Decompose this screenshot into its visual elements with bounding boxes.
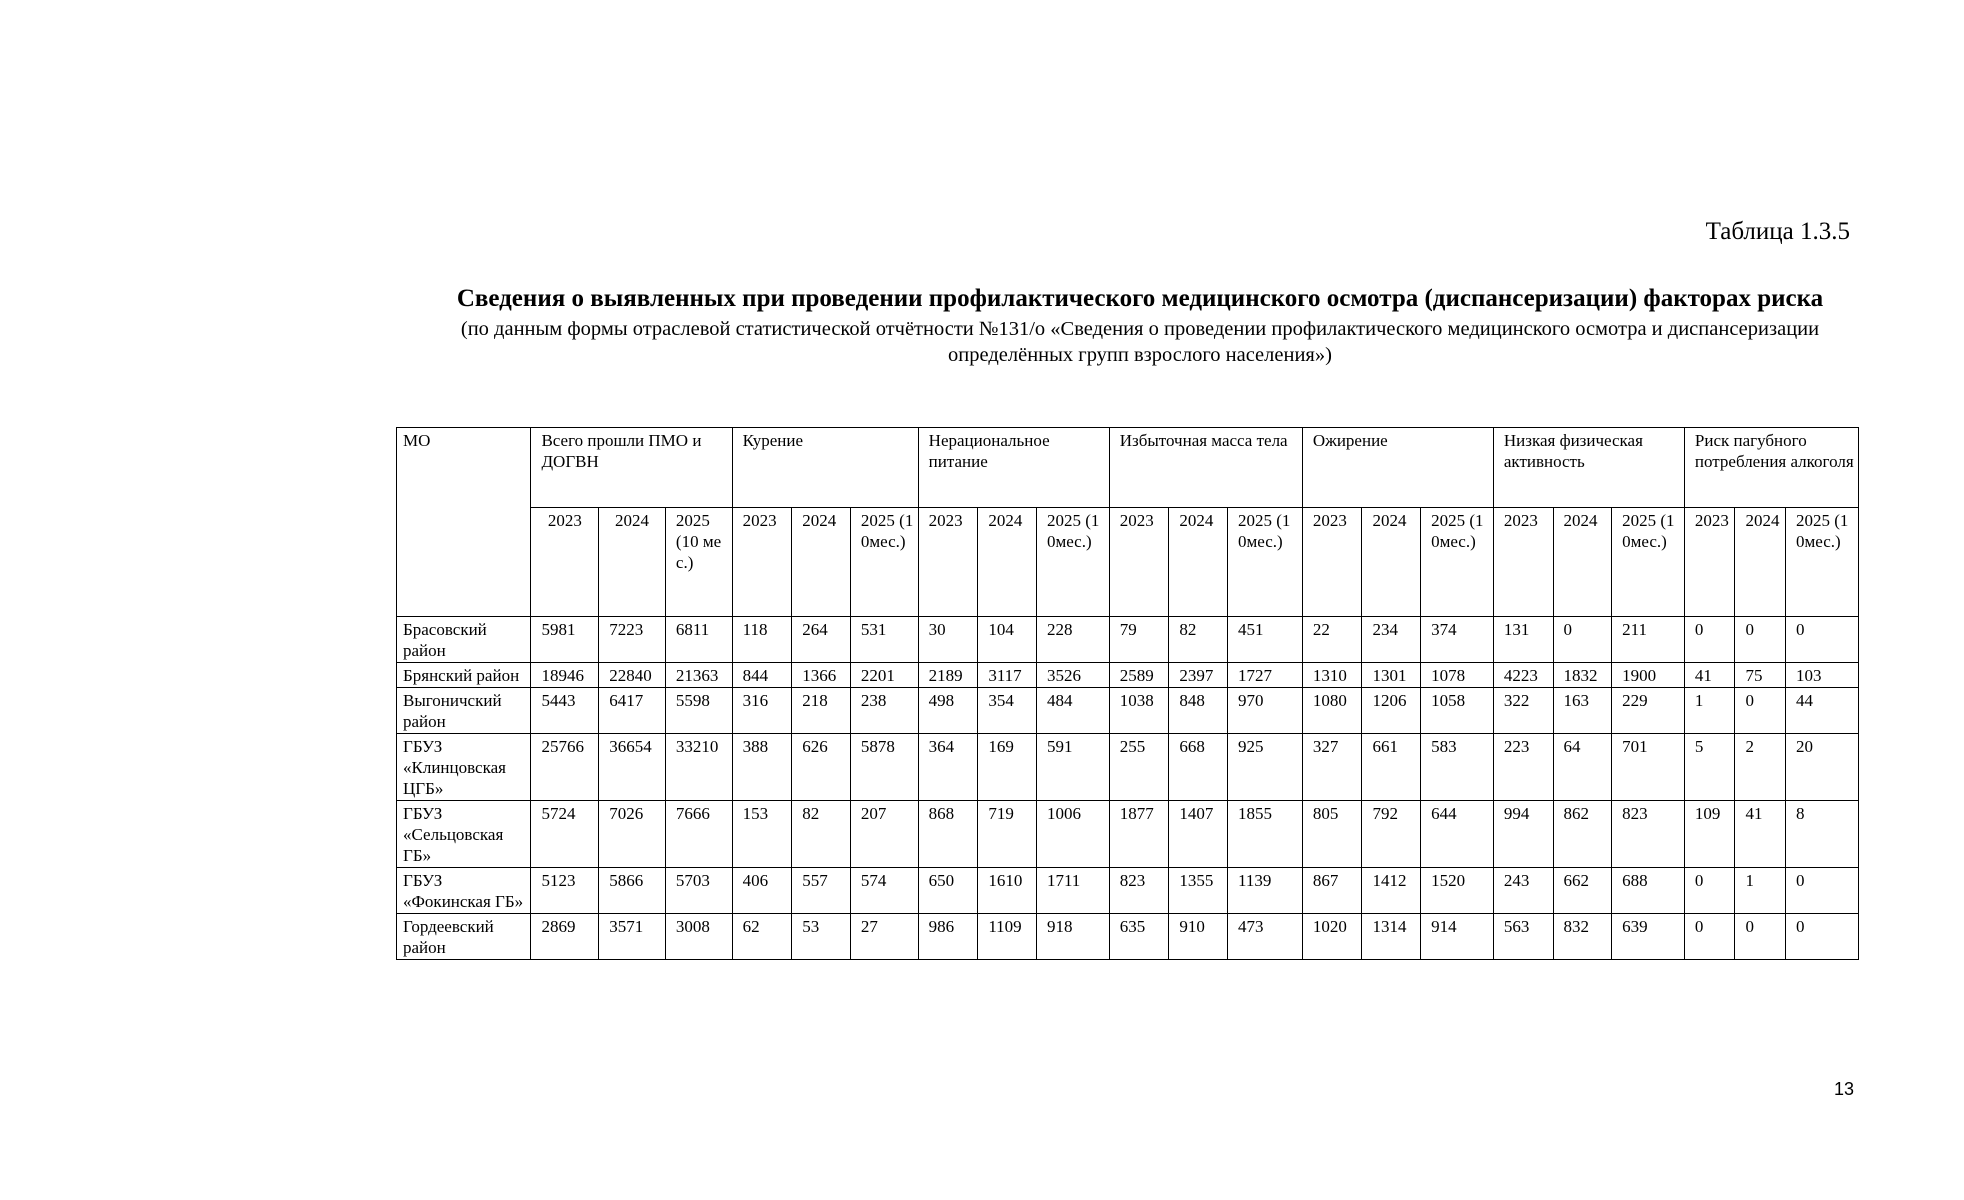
value-cell: 211 [1612,617,1685,663]
value-cell: 53 [792,914,851,960]
value-cell: 118 [732,617,792,663]
table-title: Сведения о выявленных при проведении профилактического медицинского осмотра (диспансеризации) факторах риска [456,285,1824,312]
value-cell: 62 [732,914,792,960]
value-cell: 1038 [1109,688,1169,734]
value-cell: 986 [918,914,978,960]
value-cell: 103 [1786,663,1859,688]
table-number: Таблица 1.3.5 [1705,218,1850,245]
value-cell: 21363 [665,663,732,688]
value-cell: 661 [1362,734,1421,801]
value-cell: 0 [1684,617,1735,663]
value-cell: 41 [1684,663,1735,688]
value-cell: 7223 [599,617,666,663]
value-cell: 223 [1493,734,1553,801]
value-cell: 844 [732,663,792,688]
group-header: Курение [732,428,918,508]
value-cell: 5724 [531,801,599,868]
value-cell: 563 [1493,914,1553,960]
value-cell: 7026 [599,801,666,868]
value-cell: 3526 [1036,663,1109,688]
value-cell: 3008 [665,914,732,960]
value-cell: 327 [1302,734,1362,801]
value-cell: 6811 [665,617,732,663]
value-cell: 832 [1553,914,1612,960]
value-cell: 1877 [1109,801,1169,868]
value-cell: 316 [732,688,792,734]
value-cell: 1006 [1036,801,1109,868]
value-cell: 3117 [978,663,1037,688]
value-cell: 5866 [599,868,666,914]
value-cell: 109 [1684,801,1735,868]
value-cell: 75 [1735,663,1786,688]
value-cell: 1080 [1302,688,1362,734]
mo-name: Брянский район [397,663,531,688]
value-cell: 374 [1421,617,1494,663]
value-cell: 5 [1684,734,1735,801]
value-cell: 0 [1786,914,1859,960]
value-cell: 639 [1612,914,1685,960]
value-cell: 0 [1735,617,1786,663]
value-cell: 82 [792,801,851,868]
value-cell: 2201 [850,663,918,688]
value-cell: 867 [1302,868,1362,914]
value-cell: 3571 [599,914,666,960]
value-cell: 1301 [1362,663,1421,688]
value-cell: 79 [1109,617,1169,663]
value-cell: 557 [792,868,851,914]
value-cell: 1407 [1169,801,1228,868]
value-cell: 153 [732,801,792,868]
value-cell: 264 [792,617,851,663]
value-cell: 255 [1109,734,1169,801]
value-cell: 2 [1735,734,1786,801]
value-cell: 5443 [531,688,599,734]
value-cell: 0 [1735,688,1786,734]
value-cell: 0 [1684,914,1735,960]
value-cell: 574 [850,868,918,914]
value-cell: 22 [1302,617,1362,663]
value-cell: 1314 [1362,914,1421,960]
value-cell: 18946 [531,663,599,688]
page-number: 13 [1833,1079,1854,1099]
value-cell: 5598 [665,688,732,734]
value-cell: 0 [1786,868,1859,914]
value-cell: 322 [1493,688,1553,734]
year-header: 2025 (10мес.) [1786,508,1859,617]
value-cell: 27 [850,914,918,960]
year-header: 2024 [1553,508,1612,617]
value-cell: 626 [792,734,851,801]
table-row [397,914,1859,960]
value-cell: 5123 [531,868,599,914]
value-cell: 169 [978,734,1037,801]
value-cell: 82 [1169,617,1228,663]
table-row [397,868,1859,914]
value-cell: 406 [732,868,792,914]
value-cell: 0 [1684,868,1735,914]
value-cell: 41 [1735,801,1786,868]
value-cell: 868 [918,801,978,868]
value-cell: 910 [1169,914,1228,960]
value-cell: 131 [1493,617,1553,663]
value-cell: 583 [1421,734,1494,801]
value-cell: 650 [918,868,978,914]
group-header: Избыточная масса тела [1109,428,1302,508]
value-cell: 688 [1612,868,1685,914]
mo-name: Выгоничский район [397,688,531,734]
value-cell: 805 [1302,801,1362,868]
value-cell: 1310 [1302,663,1362,688]
table-subtitle: (по данным формы отраслевой статистической отчётности №131/о «Сведения о проведении профилактического медицинского осмотра и диспансеризации определённых групп взрослого населения») [460,318,1820,366]
value-cell: 1206 [1362,688,1421,734]
value-cell: 1058 [1421,688,1494,734]
value-cell: 1900 [1612,663,1685,688]
risk-factors-table [396,427,1859,960]
value-cell: 388 [732,734,792,801]
year-header: 2023 [918,508,978,617]
value-cell: 701 [1612,734,1685,801]
value-cell: 44 [1786,688,1859,734]
group-header: Ожирение [1302,428,1493,508]
year-header: 2023 [531,508,599,617]
value-cell: 484 [1036,688,1109,734]
value-cell: 1355 [1169,868,1228,914]
year-header: 2025 (10мес.) [850,508,918,617]
value-cell: 25766 [531,734,599,801]
value-cell: 918 [1036,914,1109,960]
year-header: 2023 [1684,508,1735,617]
value-cell: 0 [1553,617,1612,663]
year-header: 2024 [1362,508,1421,617]
value-cell: 2589 [1109,663,1169,688]
mo-name: ГБУЗ «Сельцовская ГБ» [397,801,531,868]
table-row [397,734,1859,801]
value-cell: 234 [1362,617,1421,663]
value-cell: 8 [1786,801,1859,868]
table-row [397,688,1859,734]
value-cell: 163 [1553,688,1612,734]
value-cell: 1711 [1036,868,1109,914]
value-cell: 4223 [1493,663,1553,688]
value-cell: 5981 [531,617,599,663]
value-cell: 925 [1227,734,1302,801]
header-row-years [397,508,1859,617]
value-cell: 591 [1036,734,1109,801]
value-cell: 498 [918,688,978,734]
value-cell: 1 [1735,868,1786,914]
value-cell: 218 [792,688,851,734]
group-header: Низкая физическая активность [1493,428,1684,508]
mo-name: Брасовский район [397,617,531,663]
value-cell: 823 [1109,868,1169,914]
mo-name: Гордеевский район [397,914,531,960]
value-cell: 64 [1553,734,1612,801]
value-cell: 6417 [599,688,666,734]
group-header: Всего прошли ПМО и ДОГВН [531,428,732,508]
table-row [397,801,1859,868]
value-cell: 104 [978,617,1037,663]
value-cell: 823 [1612,801,1685,868]
value-cell: 36654 [599,734,666,801]
value-cell: 1727 [1227,663,1302,688]
value-cell: 1109 [978,914,1037,960]
year-header: 2023 [1109,508,1169,617]
value-cell: 364 [918,734,978,801]
year-header: 2023 [1493,508,1553,617]
value-cell: 1610 [978,868,1037,914]
value-cell: 862 [1553,801,1612,868]
value-cell: 792 [1362,801,1421,868]
value-cell: 243 [1493,868,1553,914]
value-cell: 0 [1786,617,1859,663]
year-header: 2023 [732,508,792,617]
value-cell: 20 [1786,734,1859,801]
year-header: 2025 (10мес.) [1612,508,1685,617]
value-cell: 22840 [599,663,666,688]
title-block [440,283,1840,368]
year-header: 2025 (10мес.) [1421,508,1494,617]
value-cell: 2189 [918,663,978,688]
value-cell: 1078 [1421,663,1494,688]
value-cell: 229 [1612,688,1685,734]
value-cell: 2869 [531,914,599,960]
year-header: 2024 [599,508,666,617]
year-header: 2024 [1169,508,1228,617]
year-header: 2024 [978,508,1037,617]
value-cell: 354 [978,688,1037,734]
year-header: 2025 (10 мес.) [665,508,732,617]
value-cell: 668 [1169,734,1228,801]
header-row-groups [397,428,1859,508]
value-cell: 970 [1227,688,1302,734]
value-cell: 914 [1421,914,1494,960]
year-header: 2025 (10мес.) [1036,508,1109,617]
mo-name: ГБУЗ «Клинцовская ЦГБ» [397,734,531,801]
year-header: 2024 [1735,508,1786,617]
value-cell: 531 [850,617,918,663]
value-cell: 1520 [1421,868,1494,914]
value-cell: 5878 [850,734,918,801]
year-header: 2024 [792,508,851,617]
value-cell: 1020 [1302,914,1362,960]
year-header: 2023 [1302,508,1362,617]
value-cell: 2397 [1169,663,1228,688]
value-cell: 0 [1735,914,1786,960]
value-cell: 1832 [1553,663,1612,688]
value-cell: 238 [850,688,918,734]
value-cell: 1855 [1227,801,1302,868]
year-header: 2025 (10мес.) [1227,508,1302,617]
mo-header: МО [397,428,531,617]
value-cell: 994 [1493,801,1553,868]
group-header: Риск пагубного потребления алкоголя [1684,428,1858,508]
value-cell: 719 [978,801,1037,868]
value-cell: 33210 [665,734,732,801]
value-cell: 662 [1553,868,1612,914]
value-cell: 5703 [665,868,732,914]
value-cell: 228 [1036,617,1109,663]
table-row [397,617,1859,663]
value-cell: 848 [1169,688,1228,734]
value-cell: 1366 [792,663,851,688]
value-cell: 644 [1421,801,1494,868]
value-cell: 207 [850,801,918,868]
value-cell: 1139 [1227,868,1302,914]
value-cell: 451 [1227,617,1302,663]
mo-name: ГБУЗ «Фокинская ГБ» [397,868,531,914]
table-row [397,663,1859,688]
value-cell: 1412 [1362,868,1421,914]
value-cell: 635 [1109,914,1169,960]
value-cell: 473 [1227,914,1302,960]
group-header: Нерациональное питание [918,428,1109,508]
value-cell: 30 [918,617,978,663]
value-cell: 1 [1684,688,1735,734]
value-cell: 7666 [665,801,732,868]
